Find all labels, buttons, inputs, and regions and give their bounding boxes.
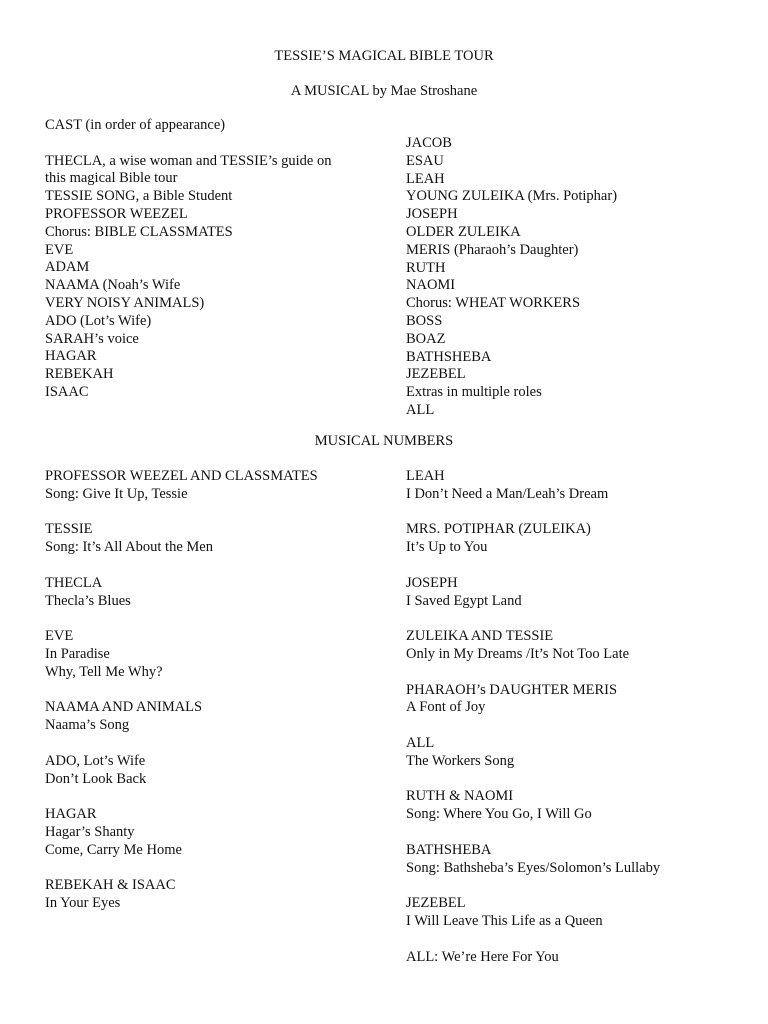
musical-number-line: In Your Eyes xyxy=(45,895,121,912)
musical-number-line: ALL: We’re Here For You xyxy=(406,948,559,965)
cast-member: Chorus: BIBLE CLASSMATES xyxy=(45,223,233,240)
cast-heading: CAST (in order of appearance) xyxy=(45,117,226,133)
cast-member: Extras in multiple roles xyxy=(406,384,542,401)
musical-number-line: I Don’t Need a Man/Leah’s Dream xyxy=(406,485,609,502)
cast-member: JACOB xyxy=(406,135,452,151)
musical-number-line: HAGAR xyxy=(45,806,97,823)
cast-member: BOSS xyxy=(406,312,443,329)
musical-number-line: Song: Bathsheba’s Eyes/Solomon’s Lullaby xyxy=(406,859,661,876)
cast-member: TESSIE SONG, a Bible Student xyxy=(45,188,233,205)
spacer xyxy=(406,664,660,682)
musical-number-line: Thecla’s Blues xyxy=(45,592,131,609)
musical-numbers-left xyxy=(45,468,318,913)
cast-member: LEAH xyxy=(406,170,445,187)
spacer xyxy=(406,931,660,949)
cast-list-right xyxy=(406,135,617,420)
spacer xyxy=(45,610,318,628)
musical-number-line: ALL xyxy=(406,734,435,751)
spacer xyxy=(406,557,660,575)
musical-number-line: In Paradise xyxy=(45,645,110,662)
musical-numbers-right xyxy=(406,468,660,966)
spacer xyxy=(45,860,318,878)
cast-member: HAGAR xyxy=(45,348,97,365)
cast-member: JEZEBEL xyxy=(406,366,466,383)
cast-member: ADAM xyxy=(45,259,90,276)
musical-number-line: ZULEIKA AND TESSIE xyxy=(406,628,554,645)
spacer xyxy=(406,877,660,895)
musical-number-line: Naama’s Song xyxy=(45,717,130,734)
cast-member: MERIS (Pharaoh’s Daughter) xyxy=(406,241,579,258)
cast-member: ISAAC xyxy=(45,383,89,400)
cast-member: ALL xyxy=(406,401,435,418)
spacer xyxy=(406,824,660,842)
spacer xyxy=(406,771,660,789)
musical-number-line: JEZEBEL xyxy=(406,895,466,912)
musical-number-line: It’s Up to You xyxy=(406,539,488,556)
cast-member: SARAH’s voice xyxy=(45,330,139,347)
musical-number-line: THECLA xyxy=(45,574,103,591)
musical-number-line: Song: Give It Up, Tessie xyxy=(45,485,188,502)
cast-member: ESAU xyxy=(406,152,444,169)
document-title: TESSIE’S MAGICAL BIBLE TOUR xyxy=(274,48,494,64)
spacer xyxy=(45,735,318,753)
musical-number-line: Song: Where You Go, I Will Go xyxy=(406,806,592,823)
cast-member: EVE xyxy=(45,241,74,258)
spacer xyxy=(45,135,331,153)
musical-number-line: JOSEPH xyxy=(406,574,458,591)
musical-number-line: BATHSHEBA xyxy=(406,841,492,858)
cast-member: REBEKAH xyxy=(45,366,114,383)
spacer xyxy=(45,504,318,522)
musical-number-line: PHARAOH’s DAUGHTER MERIS xyxy=(406,681,618,698)
musical-number-line: I Will Leave This Life as a Queen xyxy=(406,912,603,929)
musical-number-line: Hagar’s Shanty xyxy=(45,823,135,840)
musical-number-line: Don’t Look Back xyxy=(45,770,147,787)
musical-number-line: Come, Carry Me Home xyxy=(45,841,182,858)
musical-number-line: LEAH xyxy=(406,468,445,484)
musical-number-line: A Font of Joy xyxy=(406,699,486,716)
cast-member: PROFESSOR WEEZEL xyxy=(45,205,188,222)
musical-number-line: EVE xyxy=(45,628,74,645)
musical-number-line: I Saved Egypt Land xyxy=(406,592,522,609)
cast-member: JOSEPH xyxy=(406,206,458,223)
musical-number-line: Why, Tell Me Why? xyxy=(45,663,163,680)
cast-list-left xyxy=(45,117,331,402)
cast-member: NAOMI xyxy=(406,277,456,294)
musical-number-line: RUTH & NAOMI xyxy=(406,788,514,805)
cast-member: RUTH xyxy=(406,259,446,276)
musical-number-line: Song: It’s All About the Men xyxy=(45,539,213,556)
document-subtitle: A MUSICAL by Mae Stroshane xyxy=(290,83,478,99)
musical-number-line: ADO, Lot’s Wife xyxy=(45,752,146,769)
spacer xyxy=(406,504,660,522)
cast-member: THECLA, a wise woman and TESSIE’s guide on xyxy=(45,152,332,169)
musical-number-line: NAAMA AND ANIMALS xyxy=(45,699,203,716)
spacer xyxy=(45,682,318,700)
cast-member: YOUNG ZULEIKA (Mrs. Potiphar) xyxy=(406,188,618,205)
cast-member: ADO (Lot’s Wife) xyxy=(45,312,152,329)
cast-member: OLDER ZULEIKA xyxy=(406,223,521,240)
spacer xyxy=(406,610,660,628)
cast-member: BATHSHEBA xyxy=(406,348,492,365)
cast-member: VERY NOISY ANIMALS) xyxy=(45,294,205,311)
cast-member: this magical Bible tour xyxy=(45,170,178,187)
spacer xyxy=(406,717,660,735)
musical-number-line: The Workers Song xyxy=(406,752,515,769)
musical-numbers-heading: MUSICAL NUMBERS xyxy=(314,433,454,449)
musical-number-line: PROFESSOR WEEZEL AND CLASSMATES xyxy=(45,468,318,484)
cast-member: NAAMA (Noah’s Wife xyxy=(45,277,181,294)
spacer xyxy=(45,788,318,806)
musical-number-line: MRS. POTIPHAR (ZULEIKA) xyxy=(406,521,591,538)
cast-member: Chorus: WHEAT WORKERS xyxy=(406,295,581,312)
musical-number-line: Only in My Dreams /It’s Not Too Late xyxy=(406,645,630,662)
musical-number-line: REBEKAH & ISAAC xyxy=(45,877,176,894)
musical-number-line: TESSIE xyxy=(45,521,93,538)
spacer xyxy=(45,557,318,575)
cast-member: BOAZ xyxy=(406,330,446,347)
